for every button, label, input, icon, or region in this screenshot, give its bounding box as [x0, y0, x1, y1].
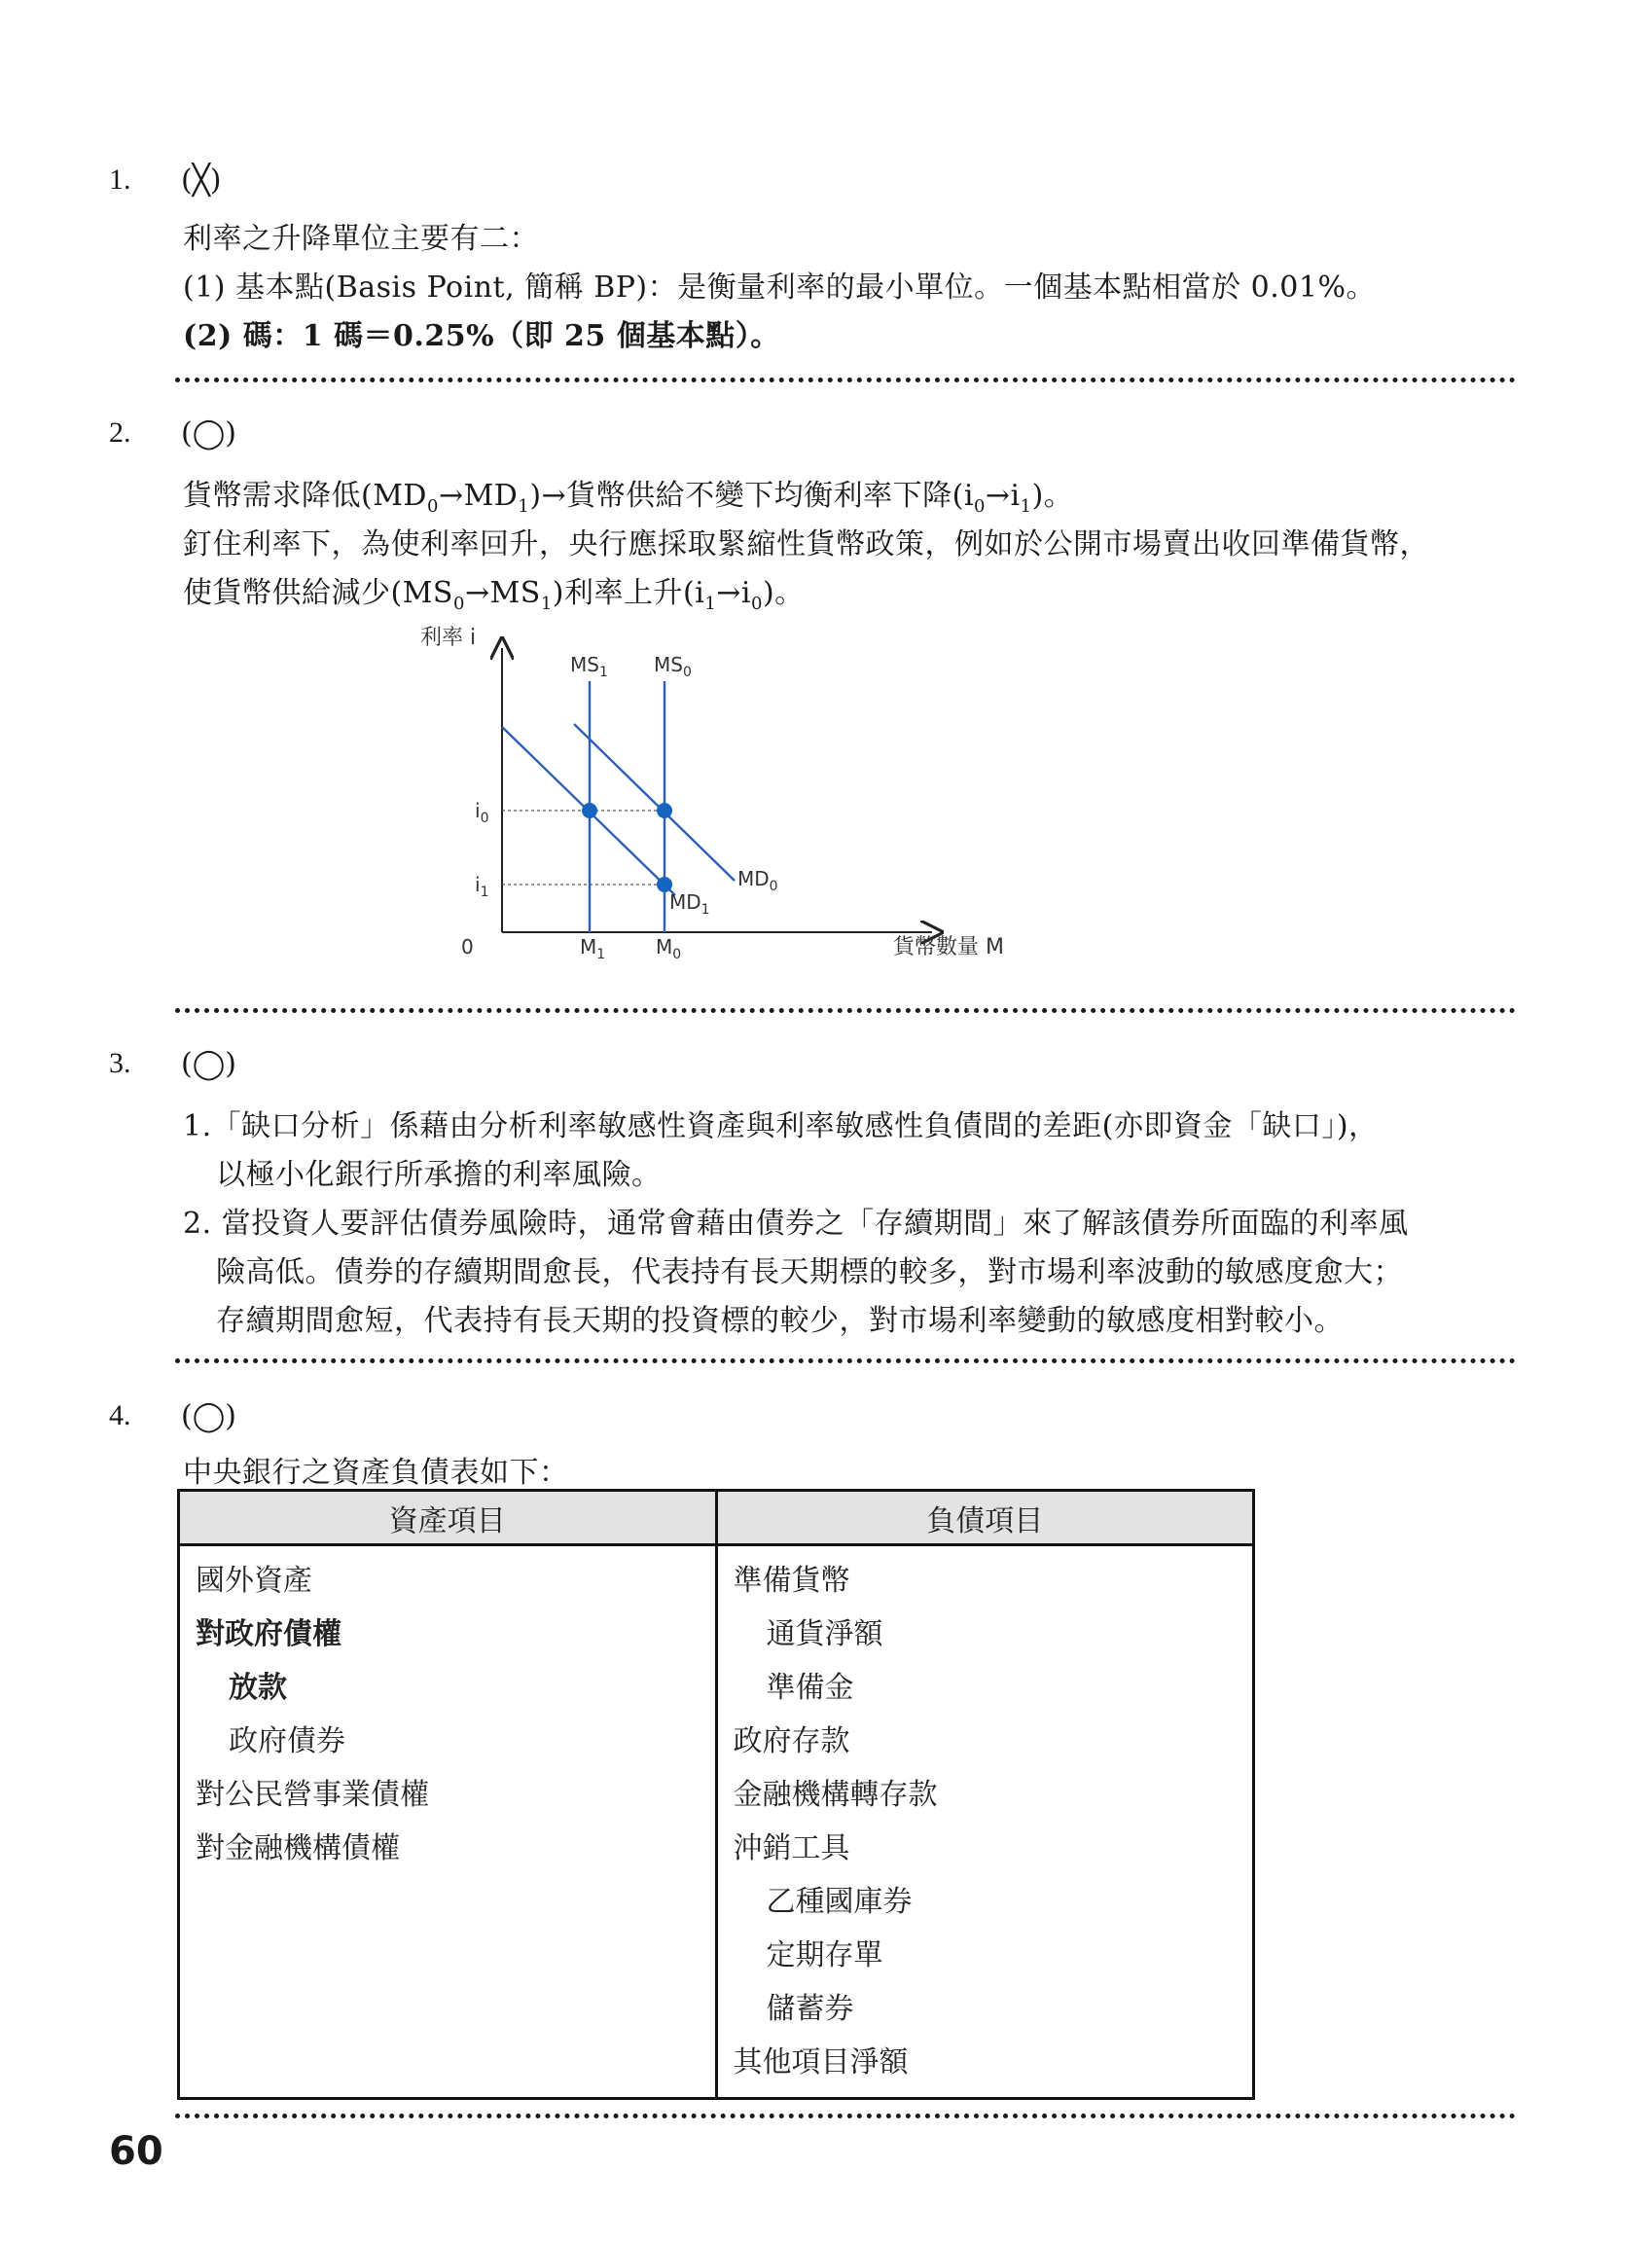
liability-item: 金融機構轉存款 [733, 1778, 938, 1812]
explanation-line: 釘住利率下，為使利率回升，央行應採取緊縮性貨幣政策，例如於公開市場賣出收回準備貨幣， [183, 527, 1429, 561]
liability-item: 乙種國庫券 [766, 1885, 913, 1919]
money-market-diagram [409, 623, 1031, 983]
liabilities-header: 負債項目 [716, 1491, 1254, 1545]
i1-label: $i_1$ [475, 873, 489, 900]
asset-item: 對金融機構債權 [196, 1831, 400, 1865]
asset-item: 政府債券 [229, 1724, 345, 1758]
section-divider [175, 1358, 1516, 1363]
ms0-label: $MS_0$ [654, 653, 692, 680]
md1-label: $MD_1$ [669, 890, 710, 918]
m1-label: $M_1$ [580, 935, 606, 962]
liability-item: 沖銷工具 [733, 1831, 850, 1865]
section-divider [175, 378, 1516, 382]
liability-item: 準備金 [766, 1671, 854, 1705]
equilibrium-point [657, 803, 672, 818]
liability-item: 其他項目淨額 [733, 2045, 909, 2079]
answer-mark: (╳) [181, 163, 222, 198]
liability-item: 通貨淨額 [766, 1617, 883, 1651]
table-intro: 中央銀行之資產負債表如下： [183, 1456, 569, 1490]
equilibrium-point [582, 803, 597, 818]
assets-header: 資產項目 [179, 1491, 717, 1545]
explanation-line: 存續期間愈短，代表持有長天期的投資標的較少，對市場利率變動的敏感度相對較小。 [216, 1304, 1344, 1338]
explanation-line: (2) 碼：1 碼＝0.25%（即 25 個基本點）。 [183, 319, 780, 353]
i0-label: $i_0$ [475, 799, 489, 826]
md0-curve [574, 724, 735, 881]
ms1-label: $MS_1$ [570, 653, 608, 680]
m0-label: $M_0$ [656, 935, 682, 962]
explanation-line: 險高低。債券的存續期間愈長，代表持有長天期標的較多，對市場利率波動的敏感度愈大； [216, 1255, 1403, 1289]
liability-item: 定期存單 [766, 1938, 883, 1972]
explanation-line: 利率之升降單位主要有二： [183, 222, 539, 256]
balance-sheet-table [177, 1489, 1255, 2100]
asset-item: 國外資產 [196, 1564, 312, 1598]
asset-item: 放款 [229, 1671, 287, 1705]
question-number: 3. [109, 1047, 131, 1079]
origin-label: 0 [461, 935, 474, 958]
explanation-line: 貨幣需求降低$(MD_0\to MD_1)\to$貨幣供給不變下均衡利率下降$(i_0\to i_1)$。 [183, 479, 1074, 517]
md0-label: $MD_0$ [737, 867, 778, 894]
explanation-line: 使貨幣供給減少$(MS_0\to MS_1)$利率上升$(i_1\to i_0)$。 [183, 576, 805, 614]
y-axis-label: 利率 i [420, 626, 477, 650]
asset-item: 對政府債權 [196, 1617, 341, 1651]
question-number: 1. [109, 163, 131, 196]
answer-mark: (◯) [181, 1399, 236, 1433]
question-number: 4. [109, 1399, 131, 1431]
answer-mark: (◯) [181, 1047, 236, 1081]
page-number: 60 [109, 2129, 163, 2174]
assets-column [179, 1545, 717, 2099]
explanation-line: (1) 基本點(Basis Point, 簡稱 BP)：是衡量利率的最小單位。一個基本點相當於 0.01%。 [183, 271, 1376, 305]
liability-item: 政府存款 [733, 1724, 850, 1758]
section-divider [175, 2114, 1516, 2118]
explanation-line: 以極小化銀行所承擔的利率風險。 [216, 1158, 662, 1192]
liabilities-column [716, 1545, 1254, 2099]
question-number: 2. [109, 416, 131, 449]
x-axis-label: 貨幣數量 M [893, 935, 1004, 959]
liability-item: 儲蓄券 [766, 1992, 854, 2026]
answer-mark: (◯) [181, 416, 236, 451]
explanation-line: 2. 當投資人要評估債券風險時，通常會藉由債券之「存續期間」來了解該債券所面臨的利率風 [183, 1207, 1409, 1241]
explanation-line: 1.「缺口分析」係藉由分析利率敏感性資產與利率敏感性負債間的差距(亦即資金「缺口」)， [183, 1109, 1379, 1143]
liability-item: 準備貨幣 [733, 1564, 850, 1598]
section-divider [175, 1008, 1516, 1013]
asset-item: 對公民營事業債權 [196, 1778, 429, 1812]
